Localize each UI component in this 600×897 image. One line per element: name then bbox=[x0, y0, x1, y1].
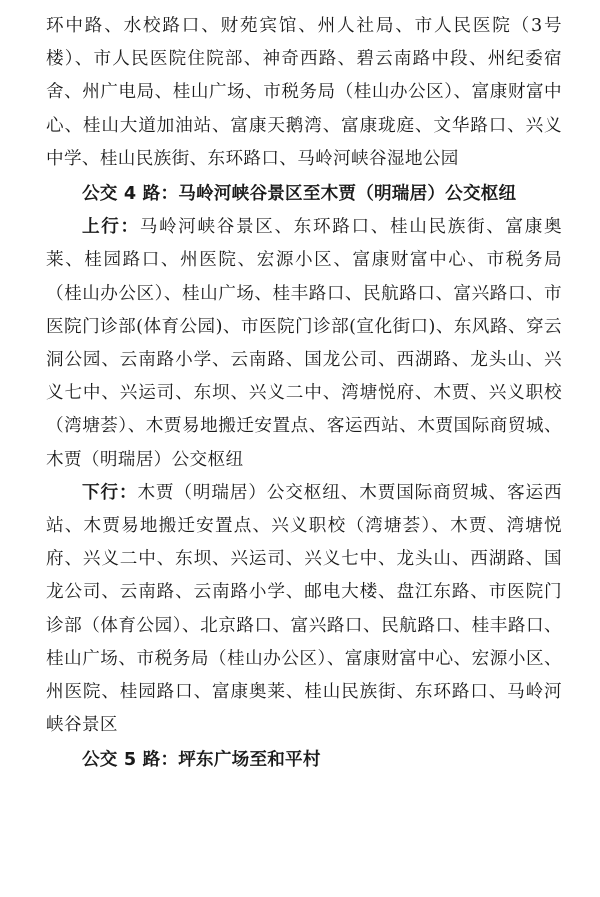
route-4-heading: 公交 4 路：马岭河峡谷景区至木贾（明瑞居）公交枢纽 bbox=[82, 184, 517, 205]
route-4-up-stop-list: 马岭河峡谷景区、东环路口、桂山民族街、富康奥莱、桂园路口、州医院、宏源小区、富康财富中心、市税务局（桂山办公区）、桂山广场、桂丰路口、民航路口、富兴路口、市医院门诊部(体育公园)、市医院门诊部(宣化街口)、东风路、穿云洞公园、云南路小学、云南路、国龙公司、西湖路、龙头山、兴义七中、兴运司、东坝、兴义二中、湾塘悦府、木贾、兴义职校（湾塘荟）、木贾易地搬迁安置点、客运西站、木贾国际商贸城、木贾（明瑞居）公交枢纽 bbox=[46, 217, 562, 470]
route-4-up-paragraph bbox=[46, 211, 562, 477]
document-page bbox=[46, 0, 562, 778]
route-4-down-stop-list: 木贾（明瑞居）公交枢纽、木贾国际商贸城、客运西站、木贾易地搬迁安置点、兴义职校（湾塘荟）、木贾、湾塘悦府、兴义二中、东坝、兴运司、兴义七中、龙头山、西湖路、国龙公司、云南路、云南路小学、邮电大楼、盘江东路、市医院门诊部（体育公园）、北京路口、富兴路口、民航路口、桂丰路口、桂山广场、市税务局（桂山办公区）、富康财富中心、宏源小区、州医院、桂园路口、富康奥莱、桂山民族街、东环路口、马岭河峡谷景区 bbox=[46, 482, 562, 736]
route-4-down-paragraph bbox=[46, 477, 562, 743]
route-5-heading: 公交 5 路：坪东广场至和平村 bbox=[82, 750, 321, 771]
route-3-stop-list-continued: 环中路、水校路口、财苑宾馆、州人社局、市人民医院（3号楼）、市人民医院住院部、神奇西路、碧云南路中段、州纪委宿舍、州广电局、桂山广场、市税务局（桂山办公区）、富康财富中心、桂山大道加油站、富康天鹅湾、富康珑庭、文华路口、兴义中学、桂山民族街、东环路口、马岭河峡谷湿地公园 bbox=[46, 16, 562, 169]
route-4-up-label: 上行： bbox=[82, 217, 140, 238]
route-4-down-label: 下行： bbox=[82, 482, 138, 503]
